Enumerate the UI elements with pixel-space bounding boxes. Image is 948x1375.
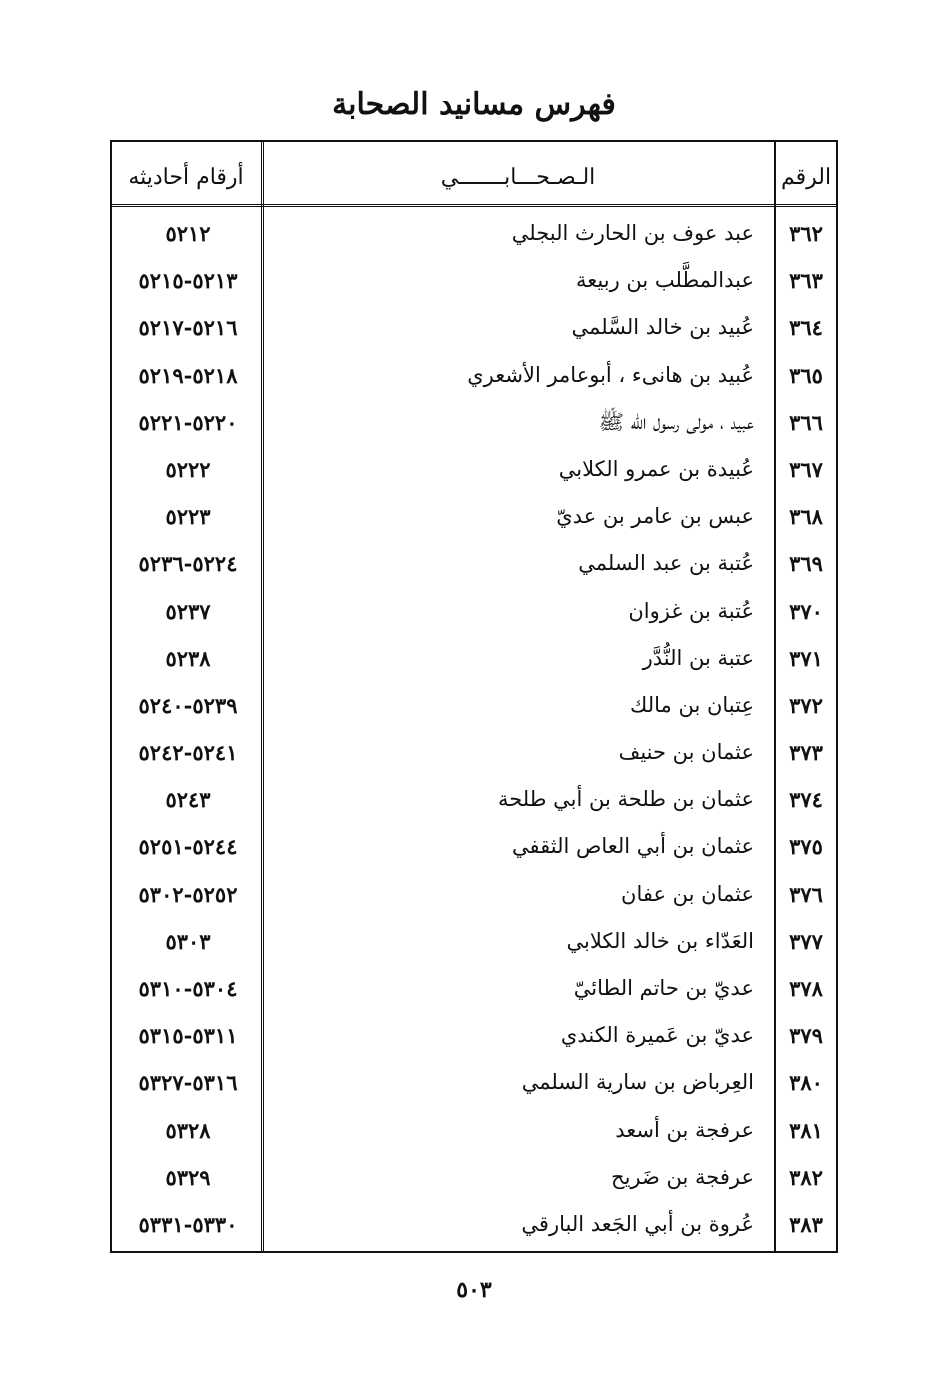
row-number: ٣٧٨ xyxy=(789,976,823,1001)
companions-index-table xyxy=(110,140,838,1253)
hadith-numbers: ٥٢٣٩-٥٢٤٠ xyxy=(138,692,238,718)
row-number: ٣٦٥ xyxy=(789,362,823,388)
hadith-numbers: ٥٢١٢ xyxy=(165,221,211,246)
hadith-numbers: ٥٣٠٤-٥٣١٠ xyxy=(138,976,238,1001)
table-row xyxy=(112,304,836,351)
row-number: ٣٦٦ xyxy=(789,409,823,435)
table-row xyxy=(112,918,836,965)
table-body xyxy=(112,210,836,1248)
table-row xyxy=(112,776,836,823)
row-number: ٣٦٩ xyxy=(789,551,823,577)
hadith-numbers: ٥٢٤٤-٥٢٥١ xyxy=(138,834,238,860)
companion-name: عِتبان بن مالك xyxy=(630,692,754,717)
row-number: ٣٧١ xyxy=(789,645,823,671)
hadith-numbers: ٥٣١٦-٥٣٢٧ xyxy=(138,1070,238,1096)
hadith-numbers: ٥٣٠٣ xyxy=(165,928,211,954)
row-number: ٣٦٣ xyxy=(789,268,823,294)
hadith-numbers: ٥٣٢٩ xyxy=(165,1164,211,1190)
hadith-numbers: ٥٢٢٠-٥٢٢١ xyxy=(138,409,238,435)
hadith-numbers: ٥٢٢٣ xyxy=(165,504,211,530)
companion-name: عُبيد بن خالد السَّلمي xyxy=(571,315,754,340)
header-hadith-numbers: أرقام أحاديثه xyxy=(128,165,244,190)
table-row xyxy=(112,352,836,399)
hadith-numbers: ٥٢٢٤-٥٢٣٦ xyxy=(138,551,238,577)
table-row xyxy=(112,682,836,729)
table-row xyxy=(112,1012,836,1059)
table-row xyxy=(112,257,836,304)
hadith-numbers: ٥٢١٦-٥٢١٧ xyxy=(138,315,238,341)
table-row xyxy=(112,823,836,870)
header-companion: الـصـحـــابـــــــي xyxy=(440,165,596,190)
companion-name: عديّ بن حاتم الطائيّ xyxy=(573,976,754,1000)
hadith-numbers: ٥٢٣٧ xyxy=(165,598,211,624)
companion-name: عُتبة بن عبد السلمي xyxy=(578,551,754,576)
companion-name: عبد عوف بن الحارث البجلي xyxy=(511,221,754,245)
page-number: ٥٠٣ xyxy=(456,1277,492,1303)
companion-name: عتبة بن النُّدَّر xyxy=(642,645,754,670)
companion-name: عُتبة بن غزوان xyxy=(628,598,754,623)
row-number: ٣٨٣ xyxy=(789,1211,823,1237)
table-row xyxy=(112,1107,836,1154)
row-number: ٣٨٢ xyxy=(789,1164,823,1190)
table-row xyxy=(112,965,836,1012)
table-row xyxy=(112,729,836,776)
hadith-numbers: ٥٢٥٢-٥٣٠٢ xyxy=(138,881,238,907)
companion-name: العِرباض بن سارية السلمي xyxy=(521,1070,754,1095)
hadith-numbers: ٥٢٤٣ xyxy=(165,787,211,813)
row-number: ٣٨٠ xyxy=(789,1070,823,1096)
companion-name: عُبيدة بن عمرو الكلابي xyxy=(558,456,754,481)
table-row xyxy=(112,399,836,446)
table-row xyxy=(112,871,836,918)
table-row xyxy=(112,588,836,635)
row-number: ٣٧٢ xyxy=(789,692,823,718)
companion-name: عرفجة بن أسعد xyxy=(615,1117,754,1142)
row-number: ٣٧٦ xyxy=(789,881,823,907)
table-row xyxy=(112,1154,836,1201)
companion-name: عُروة بن أبي الجَعد البارقي xyxy=(521,1211,754,1236)
table-row xyxy=(112,635,836,682)
table-row xyxy=(112,1201,836,1248)
hadith-numbers: ٥٢٤١-٥٢٤٢ xyxy=(138,740,238,766)
companion-name: عبيد ، مولى رسول الله ﷺ xyxy=(598,409,754,434)
row-number: ٣٧٣ xyxy=(789,740,823,766)
companion-name: عثمان بن عفان xyxy=(621,881,754,906)
row-number: ٣٧٧ xyxy=(789,928,823,954)
row-number: ٣٦٨ xyxy=(789,504,823,530)
row-number: ٣٧٩ xyxy=(789,1023,823,1049)
table-row xyxy=(112,210,836,257)
hadith-numbers: ٥٢١٣-٥٢١٥ xyxy=(138,268,238,294)
hadith-numbers: ٥٣٣٠-٥٣٣١ xyxy=(138,1211,238,1237)
companion-name: عبس بن عامر بن عديّ xyxy=(556,504,754,529)
hadith-numbers: ٥٣٢٨ xyxy=(165,1117,211,1143)
row-number: ٣٦٤ xyxy=(789,315,823,341)
header-rule xyxy=(112,204,836,207)
hadith-numbers: ٥٢٣٨ xyxy=(165,645,211,671)
companion-name: عثمان بن حنيف xyxy=(618,740,754,765)
companion-name: العَدّاء بن خالد الكلابي xyxy=(566,928,754,953)
table-row xyxy=(112,1059,836,1106)
row-number: ٣٧٠ xyxy=(789,598,823,624)
row-number: ٣٨١ xyxy=(789,1117,823,1143)
table-header-row xyxy=(112,142,836,204)
header-number: الرقم xyxy=(780,165,832,190)
row-number: ٣٧٤ xyxy=(789,787,823,813)
hadith-numbers: ٥٣١١-٥٣١٥ xyxy=(138,1023,238,1049)
hadith-numbers: ٥٢١٨-٥٢١٩ xyxy=(138,362,238,388)
companion-name: عثمان بن طلحة بن أبي طلحة xyxy=(497,787,754,812)
companion-name: عثمان بن أبي العاص الثقفي xyxy=(511,834,754,859)
row-number: ٣٦٧ xyxy=(789,456,823,482)
companion-name: عديّ بن عَميرة الكندي xyxy=(560,1023,754,1048)
table-row xyxy=(112,540,836,587)
companion-name: عُبيد بن هانىء ، أبوعامر الأشعري xyxy=(467,362,754,387)
companion-name: عبدالمطَّلب بن ربيعة xyxy=(576,268,754,293)
table-row xyxy=(112,446,836,493)
hadith-numbers: ٥٢٢٢ xyxy=(165,456,211,482)
table-row xyxy=(112,493,836,540)
row-number: ٣٧٥ xyxy=(789,834,823,860)
companion-name: عرفجة بن ضَريح xyxy=(611,1164,754,1189)
page-title: فهرس مسانيد الصحابة xyxy=(332,87,616,122)
row-number: ٣٦٢ xyxy=(789,221,823,246)
